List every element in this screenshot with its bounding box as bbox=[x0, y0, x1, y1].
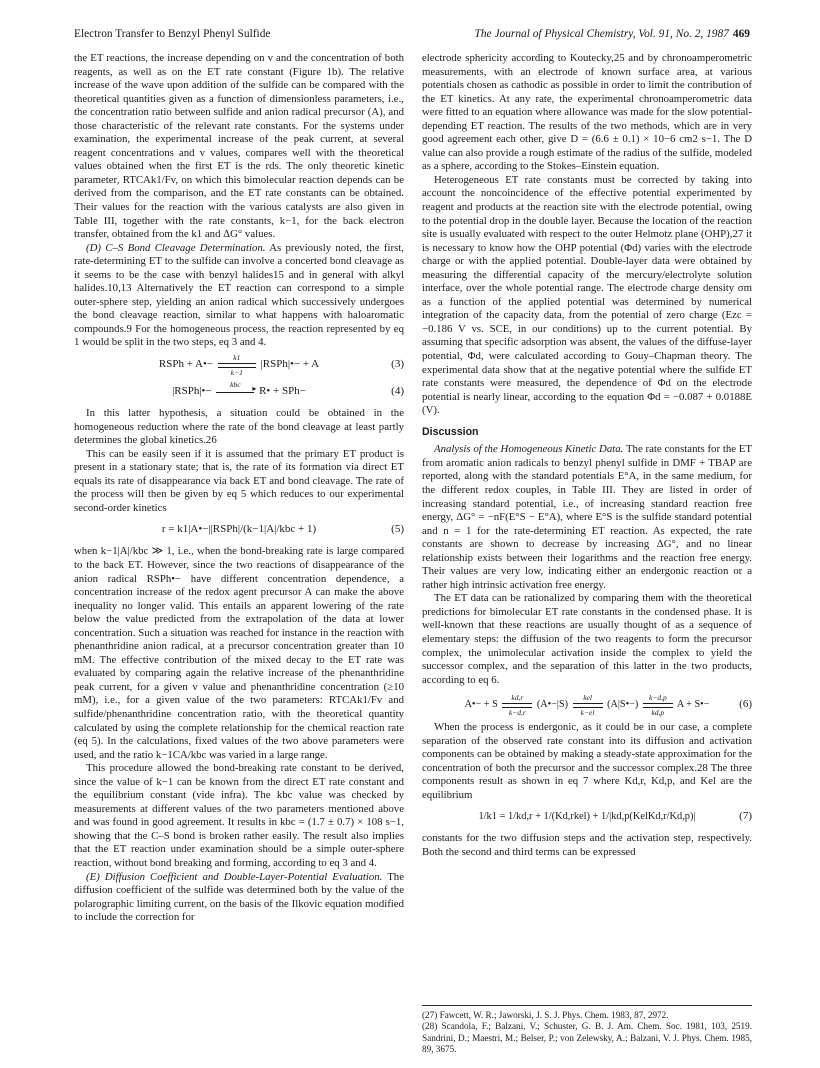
paragraph-analysis: Analysis of the Homogeneous Kinetic Data. The rate constants for the ET from aromatic anion radicals to benzyl phenyl sulfide in DMF + TBAP are reported, along with the standard potentials E°A, in the same medium, for the different redox couples, in Table III. They are listed in order of increasing standard potential, i.e., of increasing standard reaction free energy, ΔG° = −nF(E°S − E°A), where E°S is the sulfide standard potential and n = 1 for the rate-determining ET reaction. As expected, the rate constants are shown to decrease by increasing ΔG°, and no linear relationship exists between their logarithms and the reaction free energy. Their values are very low, indicating either an endergonic reaction or a rather high intrinsic activation free energy. bbox=[422, 443, 752, 591]
paragraph: the ET reactions, the increase depending on v and the concentration of both reagents, as well as on the ET rate constant (Figure 1b). The relative increase of the wave upon addition of the sulfide can be compared with the theoretical quantities given as a function of dimensionless parameters, i.e., the concentration ratio between sulfide and anion radical precursor (A), and those characteristic of the relevant rate constants. For the systems under examination, the experimental increase of the peak current, at several reagent concentrations and v values, compares well with the theoretical values obtained when the first ET is the rds. The only theoretic kinetic parameter, RTCAk1/Fv, on which this bimolecular reaction depends can be derived from the comparison, and the ET rate constants can be obtained. Their values for the reaction with the various catalysts are also given in Table III, together with the rate constants, k−1, for the back electron transfer, obtained from the k1 and ΔG° values. bbox=[74, 52, 404, 241]
equation-number: (5) bbox=[391, 523, 404, 536]
right-column bbox=[422, 52, 752, 860]
section-heading: Discussion bbox=[422, 425, 479, 438]
paragraph: When the process is endergonic, as it could be in our case, a complete separation of the observed rate constant into its diffusion and activation components can be obtained by making a steady-state approximation for the concentration of both the precursor and the successor complex.28 The three components result as shown in eq 7 where Kd,r, Kd,p, and Kel are the equilibrium bbox=[422, 721, 752, 801]
equation-5: r = k1|A•−||RSPh|/(k−1|A|/kbc + 1) (5) bbox=[161, 523, 404, 536]
paragraph: constants for the two diffusion steps and the activation step, respectively. Both the second and third terms can be expressed bbox=[422, 832, 752, 858]
left-column bbox=[74, 52, 404, 925]
paragraph: Heterogeneous ET rate constants must be corrected by taking into account the noncoincidence of the effective potential experimented by reagent and products at the reaction site with the electrode potential, owing to the potential drop in the double layer. Because the location of the reaction site is usually evaluated with respect to the outer Helmotz plane (OHP),27 it is necessary to know how the OHP potential (Φd) varies with the electrode charge or with the applied potential. Double-layer data were obtained by measuring the differential capacity of the mercury/electrolyte solution interface, over the whole potential range. The electrode charge density σm as a function of the applied potential was determined by numerical integration of the capacity data, from the potential of zero charge (Ezc = −0.186 V vs. SCE, in our conditions) up to the current potential. By assuming that specific adsorption was absent, the values of the diffuse-layer potential, Φd, were calculated according to Gouy–Chapman theory. The experimental data show that at the negative potential where the sulfide ET rate constants were measured, the dependence of Φd on the electrode potential is nearly linear, according to the equation Φd = −0.087 + 0.0188E (V). bbox=[422, 173, 752, 417]
paragraph: The ET data can be rationalized by comparing them with the theoretical predictions for bimolecular ET rate constants in the condensed phase. It is well-known that these reactions are usually thought of as a sequence of elementary steps: the diffusion of the two reagents to form the precursor complex, the unimolecular activation inside the complex to yield the successor complex, and the separation of this latter in the two products, according to eq 6. bbox=[422, 592, 752, 686]
paragraph: electrode sphericity according to Koutecky,25 and by chronoamperometric measurements, with an electrode of known surface area, at various potentials chosen as cathodic as possible in order to limit the contribution of the ET kinetics. At any rate, the experimental chronoamperometric data were fitted to an equation where allowance was made for the slow potential-depending ET reaction. The results of the two methods, which are in very good agreement each other, give D = (6.6 ± 0.1) × 10−6 cm2 s−1. The D value can also provide a rough estimate of the radius of the sulfide, modeled as a sphere, according to the Stokes–Einstein equation. bbox=[422, 52, 752, 173]
paragraph-section-d: (D) C–S Bond Cleavage Determination. As previously noted, the first, rate-determining ET to the sulfide can involve a concerted bond cleavage as it seems to be the case with benzyl halides15 and in general with alkyl halides.10,13 Alternatively the ET reaction can correspond to a simple outer-sphere step, yielding an anion radical which successively undergoes the bond cleavage reaction, similar to what happens with haloaromatic compounds.9 For the homogeneous process, the reaction represented by eq 1 would be split in the two steps, eq 3 and 4. bbox=[74, 241, 404, 349]
equation-number: (7) bbox=[739, 810, 752, 823]
page-number: 469 bbox=[732, 28, 750, 40]
equilibrium-arrow: $\frac{k-d,p}{kd,p}$ bbox=[643, 699, 673, 711]
footnote: (28) Scandola, F.; Balzani, V.; Schuster, G. B. J. Am. Chem. Soc. 1981, 103, 2519. Sandrini, D.; Maestri, M.; Belser, P.; von Zelewsky, A.; Balzani, V. J. Phys. Chem. 1985, 89, 3675. bbox=[422, 1021, 752, 1055]
paragraph: In this latter hypothesis, a situation could be obtained in the homogeneous reduction where the rate of the bond cleavage at least partly determines the global kinetics.26 bbox=[74, 407, 404, 447]
equilibrium-arrow: kel k−el bbox=[573, 699, 603, 711]
equation-number: (3) bbox=[391, 358, 404, 371]
paragraph: when k−1|A|/kbc ≫ 1, i.e., when the bond-breaking rate is large compared to the back ET. However, since the two reactions of disappearance of the anion radical RSPh•− have different concentration dependence, a concentration increase of the redox agent precursor A can make the above inequality no longer valid. This entails an apparent lowering of the rate below the value predicted from the extrapolation of the data at lower concentration. Such a situation was reached for instance in the reaction with phenanthridine anion radical, at a precursor concentration greater than 10 mM. The effective contribution of the mixed decay to the ET rate was evaluated by comparing again the relative increase of the phenanthridine peak current, for a given v value and phenanthridine concentration (≥10 mM), i.e., for a given value of the two parameters: RTCAk1/Fv and sulfide/phenanthridine concentration ratio, with the theoretical quantity calculated by using the complete relationship for the chemical reaction rate (eq 5). In the calculations, fixed values of the two above parameters were used, and the ratio k−1CA/kbc was varied in a large range. bbox=[74, 545, 404, 761]
paragraph: This can be easily seen if it is assumed that the primary ET product is present in a stationary state; that is, the rate of its formation via direct ET equals its rate of disappearance via back ET and bond cleavage. The rate of the process will then be given by eq 5 which reduces to our experimental second-order kinetics bbox=[74, 447, 404, 514]
paragraph-section-e: (E) Diffusion Coefficient and Double-Layer-Potential Evaluation. The diffusion coefficient of the sulfide was determined both by the value of the polarographic limiting current, on the basis of the Ilkovic equation modified to include the correction for bbox=[74, 870, 404, 924]
footnotes bbox=[422, 1005, 752, 1056]
journal-citation: The Journal of Physical Chemistry, Vol. 91, No. 2, 1987 469 bbox=[474, 28, 750, 40]
equilibrium-arrow: $\frac{kd,r}{k-d,r}$ bbox=[502, 699, 532, 711]
equation-6: A•− + S $\frac{kd,r}{k-d,r}$ (A•−|S) kel k−el (A|S•−) $\frac{k-d,p}{kd,p}$ A + S•− (6) bbox=[464, 692, 752, 718]
equation-4: |RSPh|•− kbc ▸ R• + SPh− (4) bbox=[172, 379, 404, 398]
running-header bbox=[74, 28, 750, 44]
section-title: (E) Diffusion Coefficient and Double-Layer-Potential Evaluation. bbox=[86, 870, 383, 883]
paragraph: This procedure allowed the bond-breaking rate constant to be derived, since the value of k−1 can be known from the direct ET rate constant and the equilibrium constant (vide infra). The kbc value was checked by measurements at different values of the two parameters mentioned above and was found in good agreement. It results in kbc = (1.7 ± 0.7) × 108 s−1, showing that the C–S bond is broken rather easily. The result also implies that the ET reaction under examination should be a simple outer-sphere reaction, without bond breaking and forming, according to eq 3 and 4. bbox=[74, 762, 404, 869]
equation-3: RSPh + A•− $\frac{k1}{k-1}$ |RSPh|•− + A (3) bbox=[158, 352, 404, 377]
footnote: (27) Fawcett, W. R.; Jaworski, J. S. J. Phys. Chem. 1983, 87, 2972. bbox=[422, 1010, 669, 1020]
section-title: (D) C–S Bond Cleavage Determination. bbox=[86, 241, 266, 254]
equation-7: 1/k1 = 1/kd,r + 1/(Kd,rkel) + 1/|kd,p(KelKd,r/Kd,p)| (7) bbox=[478, 810, 752, 823]
running-title: Electron Transfer to Benzyl Phenyl Sulfide bbox=[74, 28, 271, 40]
equation-number: (6) bbox=[739, 698, 752, 711]
equilibrium-arrow: $\frac{k1}{k-1}$ bbox=[218, 359, 256, 371]
subsection-title: Analysis of the Homogeneous Kinetic Data. bbox=[434, 443, 624, 456]
reaction-arrow: kbc ▸ bbox=[216, 386, 254, 398]
equation-number: (4) bbox=[391, 385, 404, 398]
